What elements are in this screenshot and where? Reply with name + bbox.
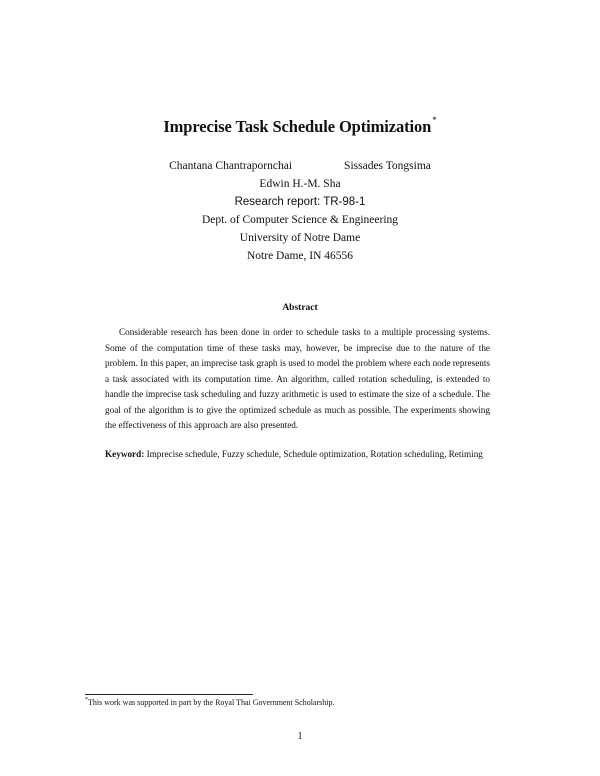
paper-title-block (0, 117, 600, 137)
keywords-paragraph (105, 446, 490, 462)
affiliation-department: Dept. of Computer Science & Engineering (201, 214, 399, 226)
footnote-divider (85, 694, 253, 695)
keywords-label: Keyword: (105, 449, 145, 459)
author-name: Sissades Tongsima (344, 160, 431, 172)
paper-title: Imprecise Task Schedule Optimization (163, 117, 432, 136)
abstract-heading: Abstract (282, 303, 318, 313)
affiliation-university: University of Notre Dame (239, 232, 361, 244)
keywords-text: Imprecise schedule, Fuzzy schedule, Schedule optimization, Rotation scheduling, Retiming (146, 449, 483, 459)
footnote-text: This work was supported in part by the Royal Thai Government Scholarship. (88, 698, 335, 707)
report-number: Research report: TR-98-1 (234, 196, 366, 208)
footnote (85, 698, 334, 707)
abstract-text: Considerable research has been done in order to schedule tasks to a multiple processing systems. Some of the computation time of these tasks may, however, be imprecise due to the nature of the problem. In this paper, an imprecise task graph is used to model the problem where each node represents a task associated with its computation time. An algorithm, called rotation scheduling, is extended to handle the imprecise task scheduling and fuzzy arithmetic is used to estimate the size of a schedule. The goal of the algorithm is to give the optimized schedule as much as possible. The experiments showing the effectiveness of this approach are also presented. (105, 327, 490, 430)
page-number: 1 (297, 731, 303, 742)
footnote-mark: * (85, 697, 88, 703)
author-name: Edwin H.-M. Sha (259, 178, 341, 190)
author-name: Chantana Chantrapornchai (169, 160, 293, 172)
author-row (0, 160, 600, 172)
affiliation-location: Notre Dame, IN 46556 (246, 250, 354, 262)
title-footnote-mark: * (432, 115, 437, 125)
